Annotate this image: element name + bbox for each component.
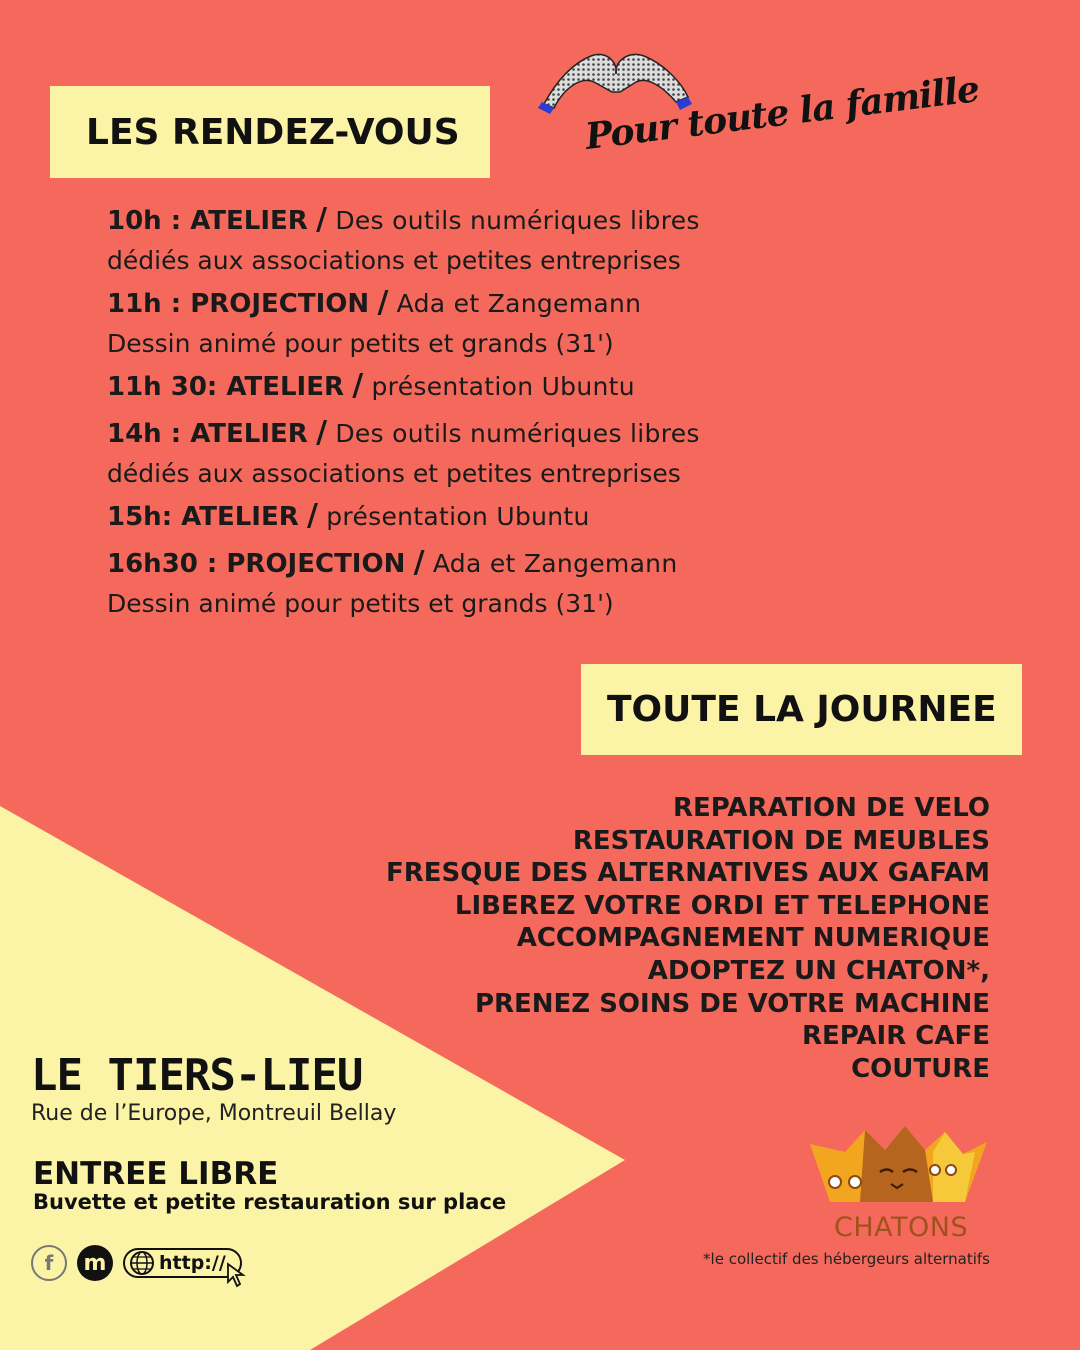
rendez-vous-title: LES RENDEZ-VOUS xyxy=(86,111,460,153)
chatons-footnote: *le collectif des hébergeurs alternatifs xyxy=(703,1250,990,1268)
schedule-description: Des outils numériques libres xyxy=(335,419,700,448)
schedule-subtitle: dédiés aux associations et petites entreprises xyxy=(107,459,681,488)
chatons-label: CHATONS xyxy=(834,1212,969,1243)
schedule-description: présentation Ubuntu xyxy=(326,502,590,531)
schedule-time-activity: 11h : PROJECTION xyxy=(107,289,370,319)
schedule-subtitle: dédiés aux associations et petites entreprises xyxy=(107,246,681,275)
all-day-activities xyxy=(386,792,990,1085)
activity-item: COUTURE xyxy=(851,1053,990,1084)
schedule-item xyxy=(107,543,767,624)
schedule-description: Ada et Zangemann xyxy=(432,549,678,578)
entry-subtitle: Buvette et petite restauration sur place xyxy=(33,1190,507,1214)
schedule-subtitle: Dessin animé pour petits et grands (31') xyxy=(107,329,614,358)
schedule-separator: / xyxy=(377,285,389,320)
rendez-vous-heading xyxy=(50,86,490,178)
schedule-item xyxy=(107,496,767,537)
all-day-title: TOUTE LA JOURNEE xyxy=(607,689,997,730)
schedule-time-activity: 16h30 : PROJECTION xyxy=(107,549,406,579)
family-tagline: Pour toute la famille xyxy=(582,68,982,158)
schedule-item xyxy=(107,366,767,407)
entry-block xyxy=(33,1156,506,1214)
entry-title: ENTREE LIBRE xyxy=(33,1156,279,1192)
schedule-description: Des outils numériques libres xyxy=(335,206,700,235)
schedule-separator: / xyxy=(413,545,425,580)
schedule-separator: / xyxy=(316,415,328,450)
schedule-time-activity: 14h : ATELIER xyxy=(107,419,308,449)
schedule-item xyxy=(107,413,767,494)
activity-item: RESTAURATION DE MEUBLES xyxy=(572,825,990,856)
website-link[interactable] xyxy=(123,1248,242,1278)
family-tagline-group xyxy=(536,42,982,160)
schedule-subtitle: Dessin animé pour petits et grands (31') xyxy=(107,589,614,618)
schedule-time-activity: 10h : ATELIER xyxy=(107,206,308,236)
activity-item: PRENEZ SOINS DE VOTRE MACHINE xyxy=(474,988,990,1019)
social-links xyxy=(31,1245,242,1281)
activity-item: ACCOMPAGNEMENT NUMERIQUE xyxy=(516,923,990,954)
mastodon-icon[interactable]: m xyxy=(77,1245,113,1281)
schedule-separator: / xyxy=(316,202,328,237)
activity-item: ADOPTEZ UN CHATON*, xyxy=(647,955,990,986)
schedule-description: présentation Ubuntu xyxy=(371,372,635,401)
schedule-item xyxy=(107,283,767,364)
schedule-description: Ada et Zangemann xyxy=(396,289,642,318)
schedule-time-activity: 15h: ATELIER xyxy=(107,502,299,532)
schedule-separator: / xyxy=(307,498,318,533)
activity-item: REPAIR CAFE xyxy=(801,1021,990,1052)
activity-item: LIBEREZ VOTRE ORDI ET TELEPHONE xyxy=(454,890,990,921)
schedule-list xyxy=(107,200,767,624)
schedule-separator: / xyxy=(352,368,364,403)
facebook-icon[interactable]: f xyxy=(31,1245,67,1281)
website-url: http:// xyxy=(159,1252,226,1274)
schedule-item xyxy=(107,200,767,281)
activity-item: FRESQUE DES ALTERNATIVES AUX GAFAM xyxy=(385,858,990,889)
globe-icon xyxy=(129,1250,155,1276)
venue-address: Rue de l’Europe, Montreuil Bellay xyxy=(31,1101,397,1126)
venue-block xyxy=(31,1050,396,1126)
venue-name: LE TIERS-LIEU xyxy=(31,1050,363,1101)
activity-item: REPARATION DE VELO xyxy=(672,793,990,823)
all-day-heading xyxy=(581,664,1022,755)
cursor-icon xyxy=(226,1262,250,1288)
schedule-time-activity: 11h 30: ATELIER xyxy=(107,372,344,402)
